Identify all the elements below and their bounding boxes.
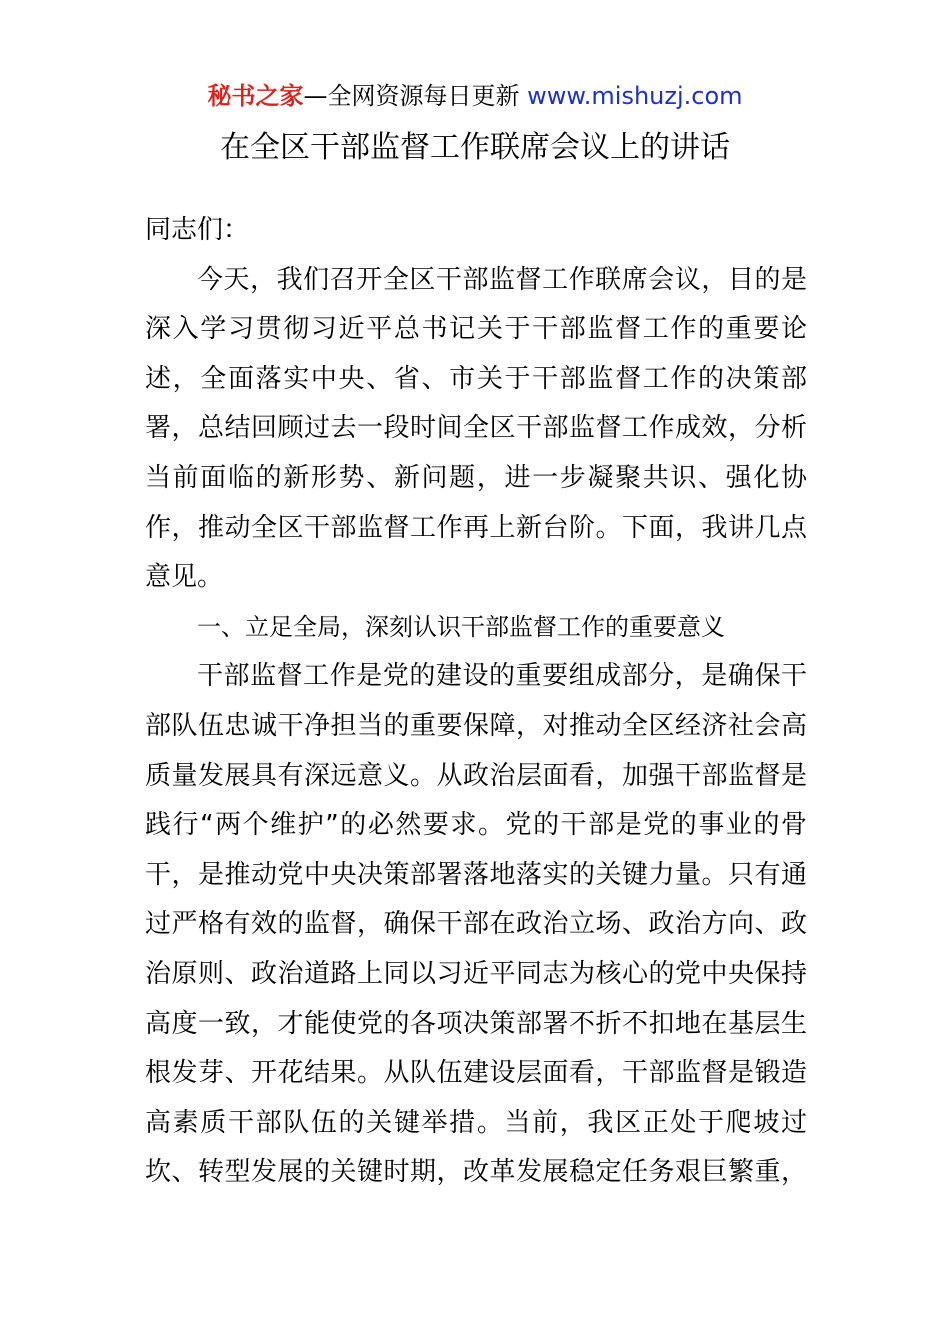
body-line: 高度一致，才能使党的各项决策部署不折不扣地在基层生 [145, 1008, 807, 1039]
header-tagline: —全网资源每日更新 [303, 82, 520, 110]
body-line: 过严格有效的监督，确保干部在政治立场、政治方向、政 [145, 909, 807, 940]
body-line: 述，全面落实中央、省、市关于干部监督工作的决策部 [145, 363, 807, 394]
body-line: 深入学习贯彻习近平总书记关于干部监督工作的重要论 [145, 314, 807, 345]
section-heading: 一、立足全局，深刻认识干部监督工作的重要意义 [197, 612, 725, 641]
body-line: 治原则、政治道路上同以习近平同志为核心的党中央保持 [145, 958, 807, 989]
body-line: 当前面临的新形势、新问题，进一步凝聚共识、强化协 [145, 462, 807, 493]
body-line: 质量发展具有深远意义。从政治层面看，加强干部监督是 [145, 760, 807, 791]
body-line: 根发芽、开花结果。从队伍建设层面看，干部监督是锻造 [145, 1058, 807, 1089]
body-line: 干部监督工作是党的建设的重要组成部分，是确保干 [197, 661, 807, 692]
body-line: 干，是推动党中央决策部署落地落实的关键力量。只有通 [145, 859, 807, 890]
body-line: 践行“两个维护”的必然要求。党的干部是党的事业的骨 [145, 810, 807, 841]
body-line: 坎、转型发展的关键时期，改革发展稳定任务艰巨繁重， [145, 1157, 807, 1188]
salutation-line: 同志们： [145, 215, 250, 245]
document-body [145, 206, 807, 1198]
body-line: 署，总结回顾过去一段时间全区干部监督工作成效，分析 [145, 413, 807, 444]
document-title: 在全区干部监督工作联席会议上的讲话 [220, 130, 730, 165]
body-line: 高素质干部队伍的关键举措。当前，我区正处于爬坡过 [145, 1107, 807, 1138]
site-url-link[interactable]: www.mishuzj.com [527, 82, 743, 110]
brand-name: 秘书之家 [207, 82, 304, 110]
body-line: 今天，我们召开全区干部监督工作联席会议，目的是 [197, 264, 807, 295]
body-line: 作，推动全区干部监督工作再上新台阶。下面，我讲几点 [145, 512, 807, 543]
body-line: 意见。 [145, 562, 224, 593]
body-line: 部队伍忠诚干净担当的重要保障，对推动全区经济社会高 [145, 710, 807, 741]
site-header [0, 80, 950, 112]
